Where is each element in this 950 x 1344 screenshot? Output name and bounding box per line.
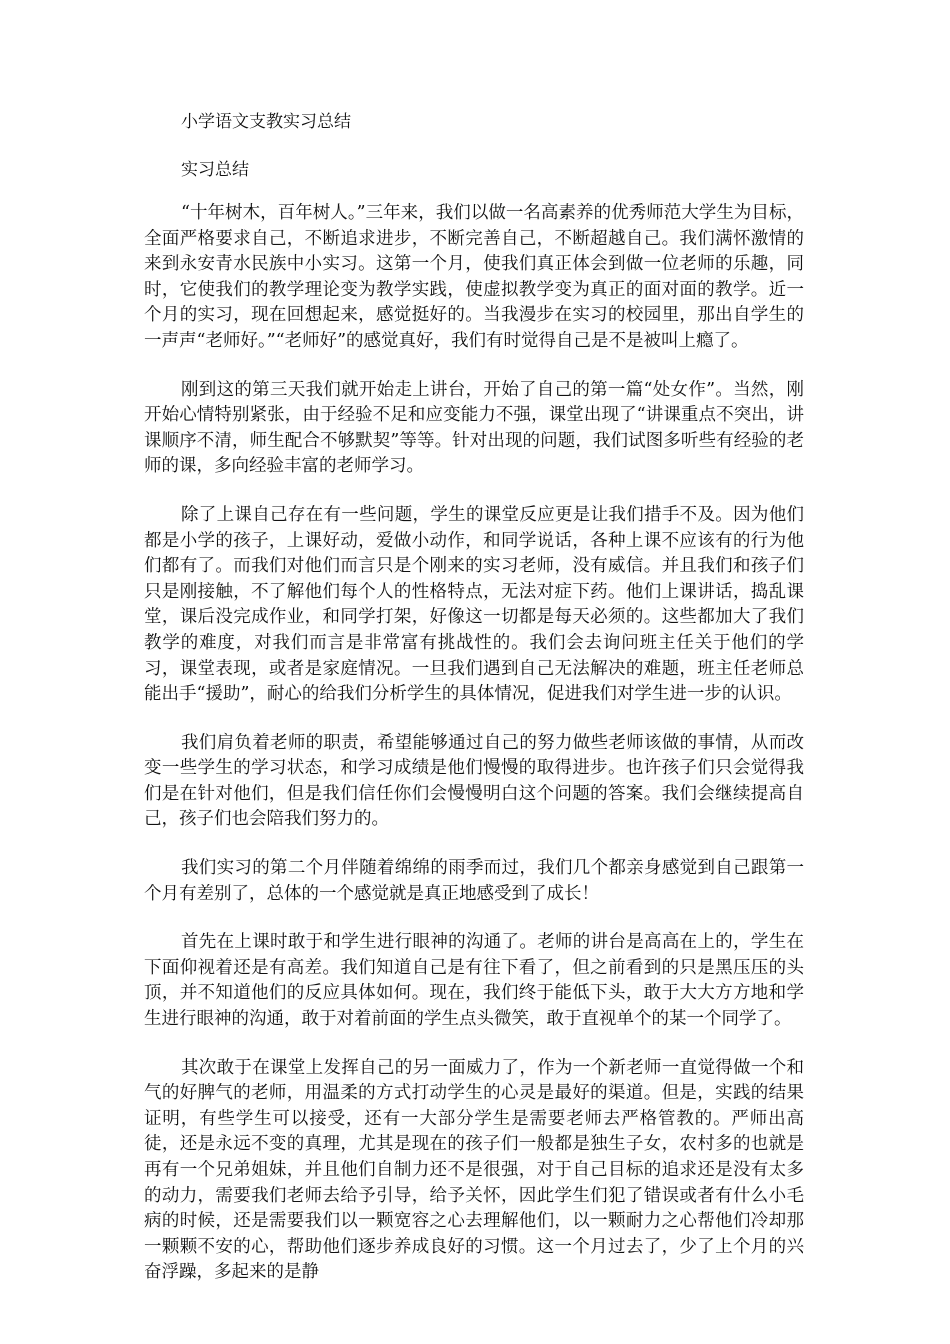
paragraph-6: 首先在上课时敢于和学生进行眼神的沟通了。老师的讲台是高高在上的，学生在下面仰视着还是有高差。我们知道自己是有往下看了，但之前看到的只是黑压压的头顶，并不知道他们的反应具体如何。现在，我们终于能低下头，敢于大大方方地和学生进行眼神的沟通，敢于对着前面的学生点头微笑，敢于直视单个的某一个同学了。 <box>144 932 804 1030</box>
paragraph-3: 除了上课自己存在有一些问题，学生的课堂反应更是让我们措手不及。因为他们都是小学的孩子，上课好动，爱做小动作，和同学说话，各种上课不应该有的行为他们都有了。而我们对他们而言只是个刚来的实习老师，没有威信。并且我们和孩子们只是刚接触，不了解他们每个人的性格特点，无法对症下药。他们上课讲话，捣乱课堂，课后没完成作业，和同学打架，好像这一切都是每天必须的。这些都加大了我们教学的难度，对我们而言是非常富有挑战性的。我们会去询问班主任关于他们的学习，课堂表现，或者是家庭情况。一旦我们遇到自己无法解决的难题，班主任老师总能出手“援助”，耐心的给我们分析学生的具体情况，促进我们对学生进一步的认识。 <box>144 504 804 705</box>
document-subtitle: 实习总结 <box>181 160 249 180</box>
paragraph-1: “十年树木，百年树人。”三年来，我们以做一名高素养的优秀师范大学生为目标，全面严格要求自己，不断追求进步，不断完善自己，不断超越自己。我们满怀激情的来到永安青水民族中小实习。这第一个月，使我们真正体会到做一位老师的乐趣，同时，它使我们的教学理论变为教学实践，使虚拟教学变为真正的面对面的教学。近一个月的实习，现在回想起来，感觉挺好的。当我漫步在实习的校园里，那出自学生的一声声“老师好。”“老师好”的感觉真好，我们有时觉得自己是不是被叫上瘾了。 <box>144 203 804 351</box>
document-page <box>144 110 804 1309</box>
paragraph-7: 其次敢于在课堂上发挥自己的另一面威力了，作为一个新老师一直觉得做一个和气的好脾气的老师，用温柔的方式打动学生的心灵是最好的渠道。但是，实践的结果证明，有些学生可以接受，还有一大部分学生是需要老师去严格管教的。严师出高徒，还是永远不变的真理，尤其是现在的孩子们一般都是独生子女，农村多的也就是再有一个兄弟姐妹，并且他们自制力还不是很强，对于自己目标的追求还是没有太多的动力，需要我们老师去给予引导，给予关怀，因此学生们犯了错误或者有什么小毛病的时候，还是需要我们以一颗宽容之心去理解他们，以一颗耐力之心帮他们冷却那一颗颗不安的心，帮助他们逐步养成良好的习惯。这一个月过去了，少了上个月的兴奋浮躁，多起来的是静 <box>144 1057 804 1283</box>
paragraph-2: 刚到这的第三天我们就开始走上讲台，开始了自己的第一篇“处女作”。当然，刚开始心情特别紧张，由于经验不足和应变能力不强，课堂出现了“讲课重点不突出，讲课顺序不清，师生配合不够默契”等等。针对出现的问题，我们试图多听些有经验的老师的课，多向经验丰富的老师学习。 <box>144 379 804 477</box>
paragraph-4: 我们肩负着老师的职责，希望能够通过自己的努力做些老师该做的事情，从而改变一些学生的学习状态，和学习成绩是他们慢慢的取得进步。也许孩子们只会觉得我们是在针对他们，但是我们信任你们会慢慢明白这个问题的答案。我们会继续提高自己，孩子们也会陪我们努力的。 <box>144 732 804 830</box>
paragraph-5: 我们实习的第二个月伴随着绵绵的雨季而过，我们几个都亲身感觉到自己跟第一个月有差别了，总体的一个感觉就是真正地感受到了成长！ <box>144 858 804 904</box>
document-title: 小学语文支教实习总结 <box>181 112 351 132</box>
document-body <box>144 201 804 1286</box>
